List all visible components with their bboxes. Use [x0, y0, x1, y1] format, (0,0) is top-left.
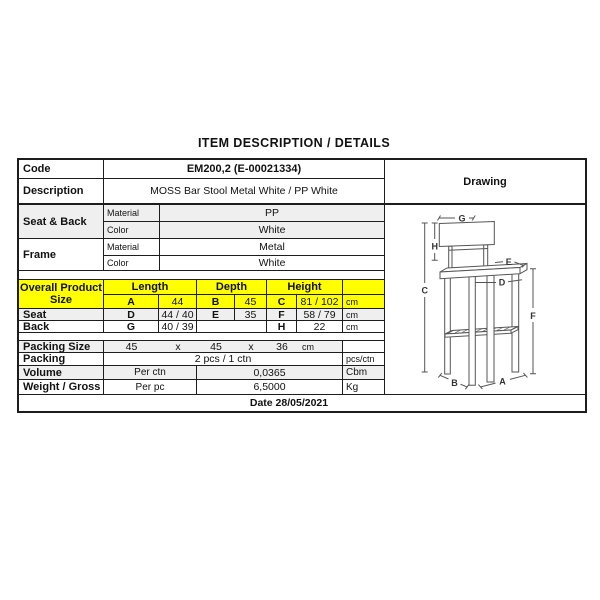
dim-c-value: 81 / 102 [297, 295, 343, 309]
packing-size-x1: x [175, 341, 181, 353]
height-header: Height [267, 280, 343, 295]
dim-d-key: D [104, 309, 159, 321]
packing-size-values-grid [104, 341, 342, 352]
back-unit: cm [343, 321, 385, 333]
dim-f-key: F [267, 309, 297, 321]
dim-e-value: 35 [235, 309, 267, 321]
description-label: Description [19, 179, 104, 205]
volume-value: 0,0365 [197, 366, 343, 380]
stool-leg-back-left [445, 277, 451, 374]
volume-label: Volume [19, 366, 104, 380]
stool-leg-back-right [512, 271, 519, 372]
dim-f-value: 58 / 79 [297, 309, 343, 321]
volume-unit: Cbm [343, 366, 385, 380]
dim-h-key: H [267, 321, 297, 333]
seat-back-color-label: Color [104, 222, 160, 239]
dim-a-value: 44 [159, 295, 197, 309]
stool-post-left [449, 246, 452, 268]
dim-b-value: 45 [235, 295, 267, 309]
dim-a-key: A [104, 295, 159, 309]
back-depth-empty-cell [197, 321, 267, 333]
packing-size-unit: cm [302, 342, 314, 352]
packing-size-label: Packing Size [19, 341, 104, 353]
overall-product-size-label [19, 280, 104, 309]
dim-line-f [530, 269, 536, 374]
dim-label-d: D [498, 277, 506, 288]
dim-label-f: F [530, 310, 536, 321]
dim-c-key: C [267, 295, 297, 309]
back-row-label: Back [19, 321, 104, 333]
overall-unit: cm [343, 295, 385, 309]
dim-g-key: G [104, 321, 159, 333]
seat-back-material-value: PP [160, 205, 385, 222]
packing-label: Packing [19, 353, 104, 366]
seat-unit: cm [343, 309, 385, 321]
stool-leg-front-right [487, 275, 494, 383]
date-row: Date 28/05/2021 [249, 397, 329, 409]
dim-label-c: C [421, 285, 428, 296]
code-value: EM200,2 (E-00021334) [104, 160, 385, 179]
dim-d-value: 44 / 40 [159, 309, 197, 321]
frame-material-label: Material [104, 239, 160, 256]
page-title: ITEM DESCRIPTION / DETAILS [197, 136, 391, 150]
code-label: Code [19, 160, 104, 179]
packing-size-values [104, 341, 343, 353]
packing-size-v1: 45 [125, 341, 138, 353]
packing-size-v3: 36 [276, 341, 288, 353]
dim-h-value: 22 [297, 321, 343, 333]
frame-material-value: Metal [160, 239, 385, 256]
volume-per: Per ctn [104, 366, 197, 380]
dim-label-g: G [458, 213, 466, 224]
packing-size-x2: x [248, 341, 254, 353]
spec-table [17, 158, 587, 413]
weight-value: 6,5000 [197, 380, 343, 395]
depth-header: Depth [197, 280, 267, 295]
stool-post-right [484, 245, 488, 266]
stool-leg-front-left [469, 276, 475, 385]
dim-g-value: 40 / 39 [159, 321, 197, 333]
size-header-empty-cell [343, 280, 385, 295]
description-value: MOSS Bar Stool Metal White / PP White [104, 179, 385, 205]
seat-row-label: Seat [19, 309, 104, 321]
dim-b-key: B [197, 295, 235, 309]
length-header: Length [104, 280, 197, 295]
weight-label: Weight / Gross [19, 380, 104, 395]
stool-drawing [385, 205, 583, 394]
overall-product-size-line1: Overall Product [20, 282, 102, 294]
frame-color-label: Color [104, 256, 160, 271]
drawing-header: Drawing [385, 160, 585, 205]
packing-size-unit-empty-cell [343, 341, 385, 353]
spacer-row-1 [19, 271, 385, 280]
dim-line-g [438, 216, 476, 221]
packing-value: 2 pcs / 1 ctn [104, 353, 343, 366]
dim-label-b: B [451, 377, 458, 388]
dim-e-key: E [197, 309, 235, 321]
overall-product-size-line2: Size [49, 294, 72, 306]
seat-back-label: Seat & Back [19, 205, 104, 239]
seat-back-material-label: Material [104, 205, 160, 222]
dim-label-a: A [499, 376, 506, 387]
frame-color-value: White [160, 256, 385, 271]
spacer-row-2 [19, 333, 385, 341]
stool-backrest-panel [439, 222, 494, 247]
dim-line-c [422, 223, 428, 372]
dim-label-h: H [431, 241, 438, 252]
weight-per: Per pc [104, 380, 197, 395]
packing-size-v2: 45 [210, 341, 222, 353]
frame-label: Frame [19, 239, 104, 271]
packing-unit: pcs/ctn [343, 353, 385, 366]
seat-back-color-value: White [160, 222, 385, 239]
dim-label-e: E [505, 257, 512, 267]
weight-unit: Kg [343, 380, 385, 395]
drawing-cell [385, 205, 585, 395]
stool-back-rail [449, 249, 488, 251]
